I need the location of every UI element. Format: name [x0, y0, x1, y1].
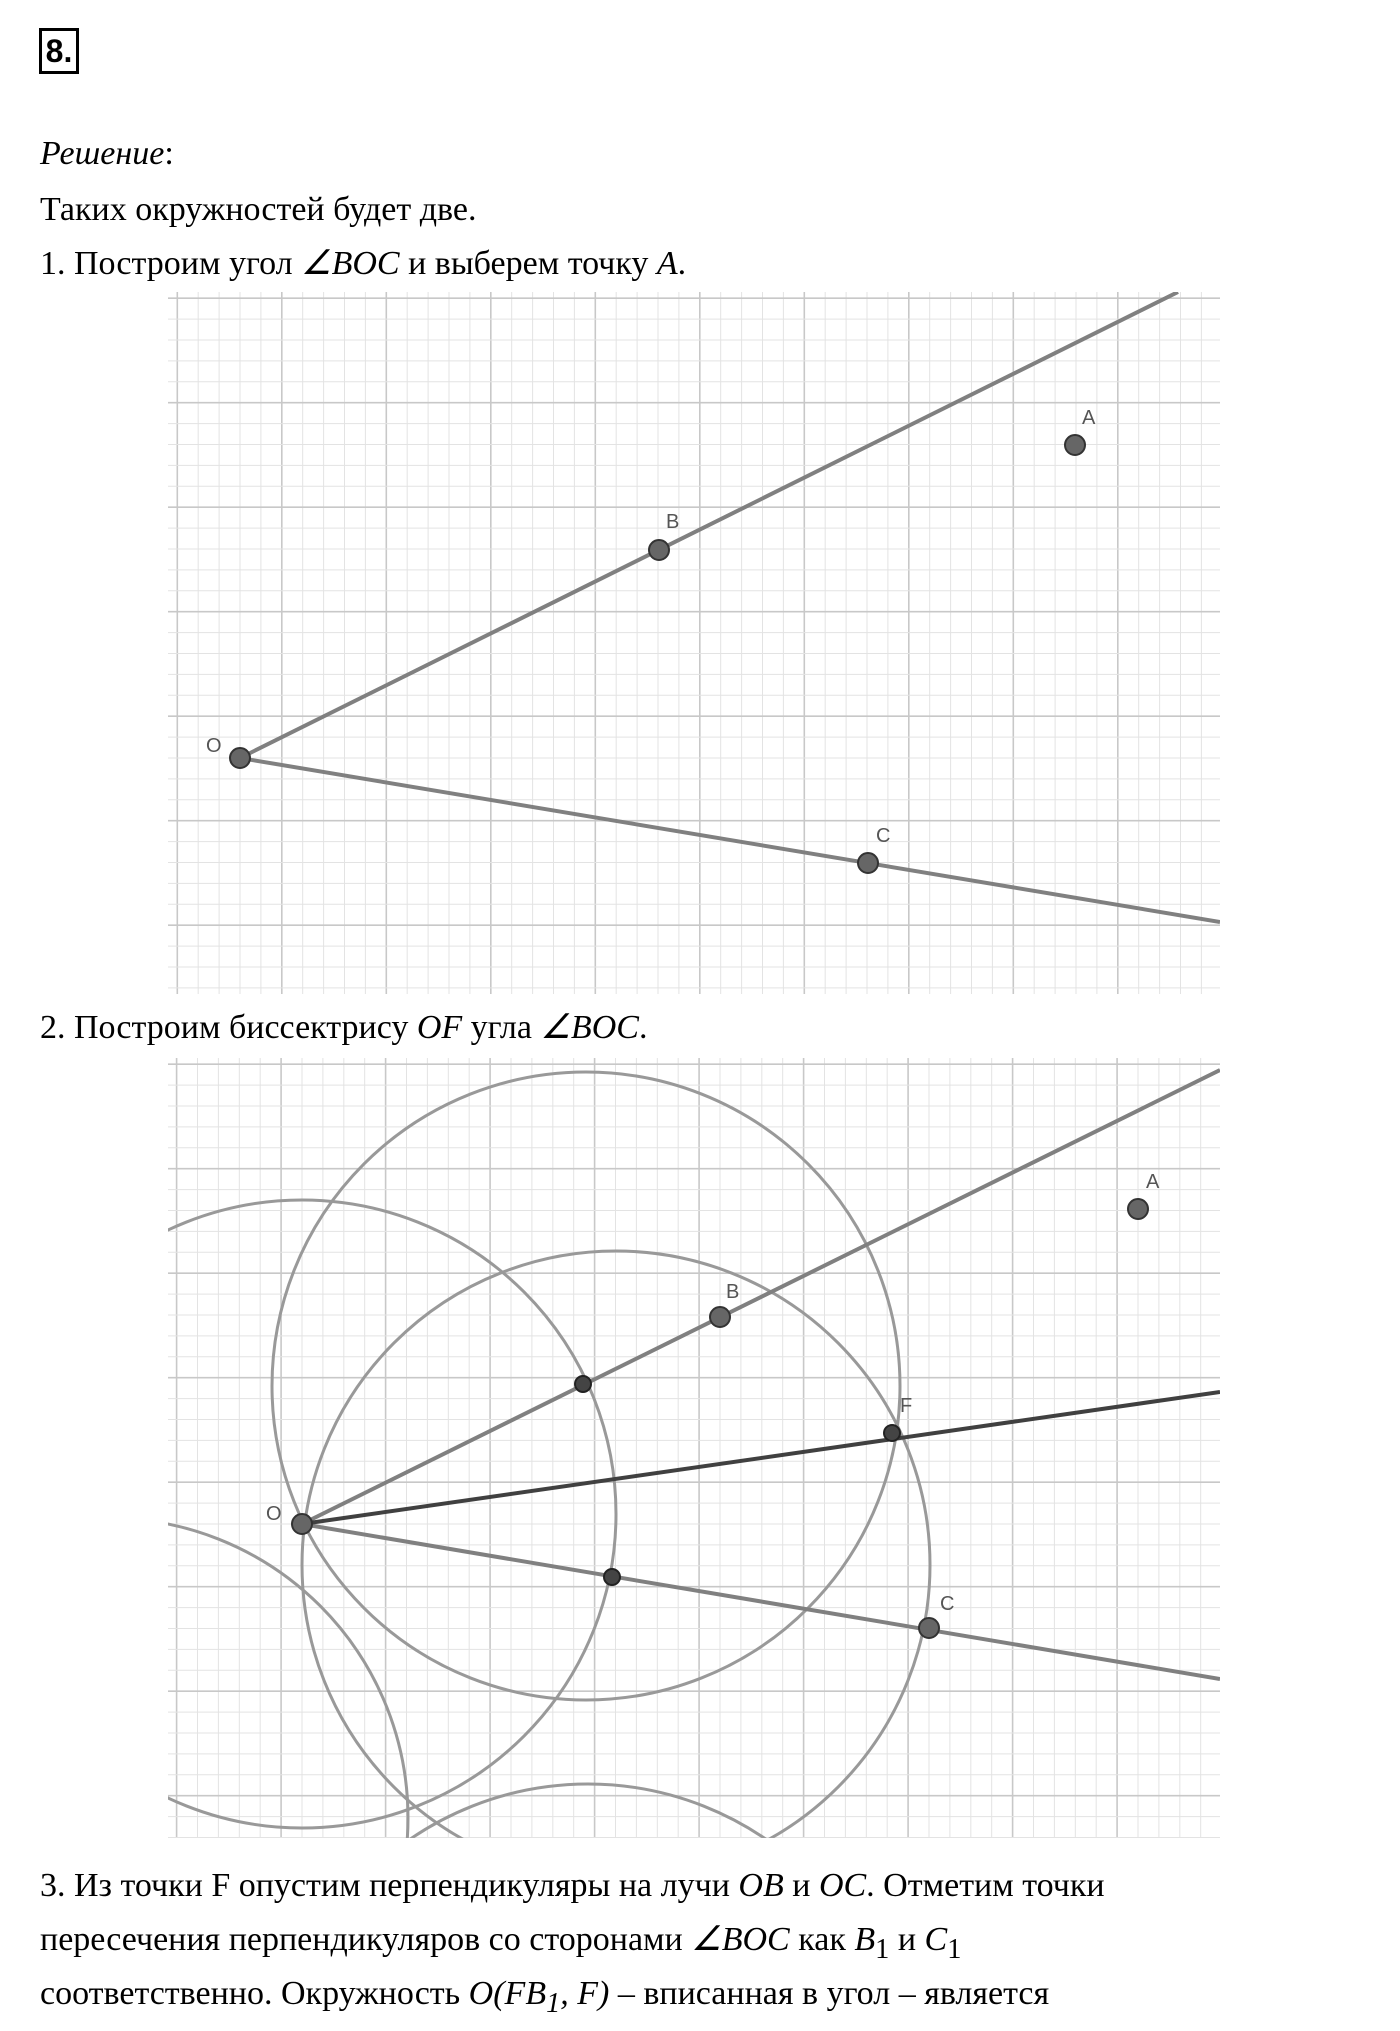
- step1-text: [40, 244, 686, 284]
- solution-heading: [40, 134, 174, 174]
- step3-l2-and: и: [889, 1921, 925, 1958]
- point-o: [230, 748, 250, 768]
- step1-prefix: 1. Построим угол: [40, 245, 302, 282]
- step3-circle-end: , F): [560, 1975, 610, 2012]
- figure2-bisector-construction: [168, 1058, 1220, 1838]
- ray-ob: [302, 1070, 1220, 1524]
- step3-l3-end: – вписанная в угол – является: [609, 1975, 1050, 2012]
- step3-line3: [40, 1974, 1049, 2024]
- step3-c1-sub: 1: [947, 1933, 962, 1965]
- step1-angle: ∠BOC: [301, 245, 400, 282]
- point-a: [1065, 435, 1085, 455]
- ray-oc: [302, 1524, 1220, 1679]
- step2-mid: угла: [462, 1009, 541, 1046]
- point-o: [292, 1514, 312, 1534]
- step3-l1-prefix: 3. Из точки F опустим перпендикуляры на лучи: [40, 1867, 739, 1904]
- step3-b1: B: [854, 1921, 876, 1958]
- line-two-circles: Таких окружностей будет две.: [40, 191, 477, 228]
- arc-circle-bottom: [274, 1784, 902, 1838]
- label-f: F: [900, 1395, 913, 1417]
- point-c: [858, 853, 878, 873]
- intersection-ob: [575, 1376, 591, 1392]
- step2-text: [40, 1008, 647, 1048]
- step3-angle: ∠BOC: [691, 1921, 790, 1958]
- step3-line1: [40, 1866, 1105, 1906]
- point-a: [1128, 1199, 1148, 1219]
- heading-text: Решение: [40, 135, 165, 172]
- step3-l2-prefix: пересечения перпендикуляров со сторонами: [40, 1921, 692, 1958]
- label-c: C: [940, 1593, 955, 1615]
- figure1-angle-construction: [168, 292, 1220, 994]
- step1-end: .: [677, 245, 687, 282]
- step3-ray-oc: OC: [818, 1867, 867, 1904]
- step2-angle: ∠BOC: [540, 1009, 639, 1046]
- intersection-oc: [604, 1569, 620, 1585]
- step3-l1-end: . Отметим точки: [866, 1867, 1105, 1904]
- ray-ob: [240, 292, 1178, 758]
- label-o: O: [206, 735, 222, 757]
- step1-mid: и выберем точку: [399, 245, 657, 282]
- problem-number: 8.: [39, 28, 79, 74]
- label-b: B: [726, 1281, 740, 1303]
- heading-colon: :: [164, 135, 174, 172]
- step2-ray: OF: [416, 1009, 463, 1046]
- point-b: [710, 1307, 730, 1327]
- step3-b1-sub: 1: [875, 1933, 890, 1965]
- label-o: O: [266, 1503, 282, 1525]
- step2-prefix: 2. Построим биссектрису: [40, 1009, 417, 1046]
- step3-l3-prefix: соответственно. Окружность: [40, 1975, 469, 2012]
- step3-circle: O(FB: [468, 1975, 547, 2012]
- step3-l2-mid: как: [789, 1921, 855, 1958]
- step3-c1: C: [924, 1921, 948, 1958]
- step3-l1-and: и: [783, 1867, 819, 1904]
- figure1-grid: [168, 292, 1220, 994]
- step3-line2: [40, 1920, 961, 1970]
- step3-ray-ob: OB: [738, 1867, 784, 1904]
- label-a: A: [1082, 407, 1096, 429]
- label-c: C: [876, 825, 891, 847]
- point-f: [884, 1425, 900, 1441]
- point-b: [649, 540, 669, 560]
- step2-end: .: [638, 1009, 648, 1046]
- step3-circle-sub: 1: [546, 1987, 561, 2019]
- label-a: A: [1146, 1171, 1160, 1193]
- label-b: B: [666, 511, 680, 533]
- step1-point: A: [656, 245, 678, 282]
- point-c: [919, 1618, 939, 1638]
